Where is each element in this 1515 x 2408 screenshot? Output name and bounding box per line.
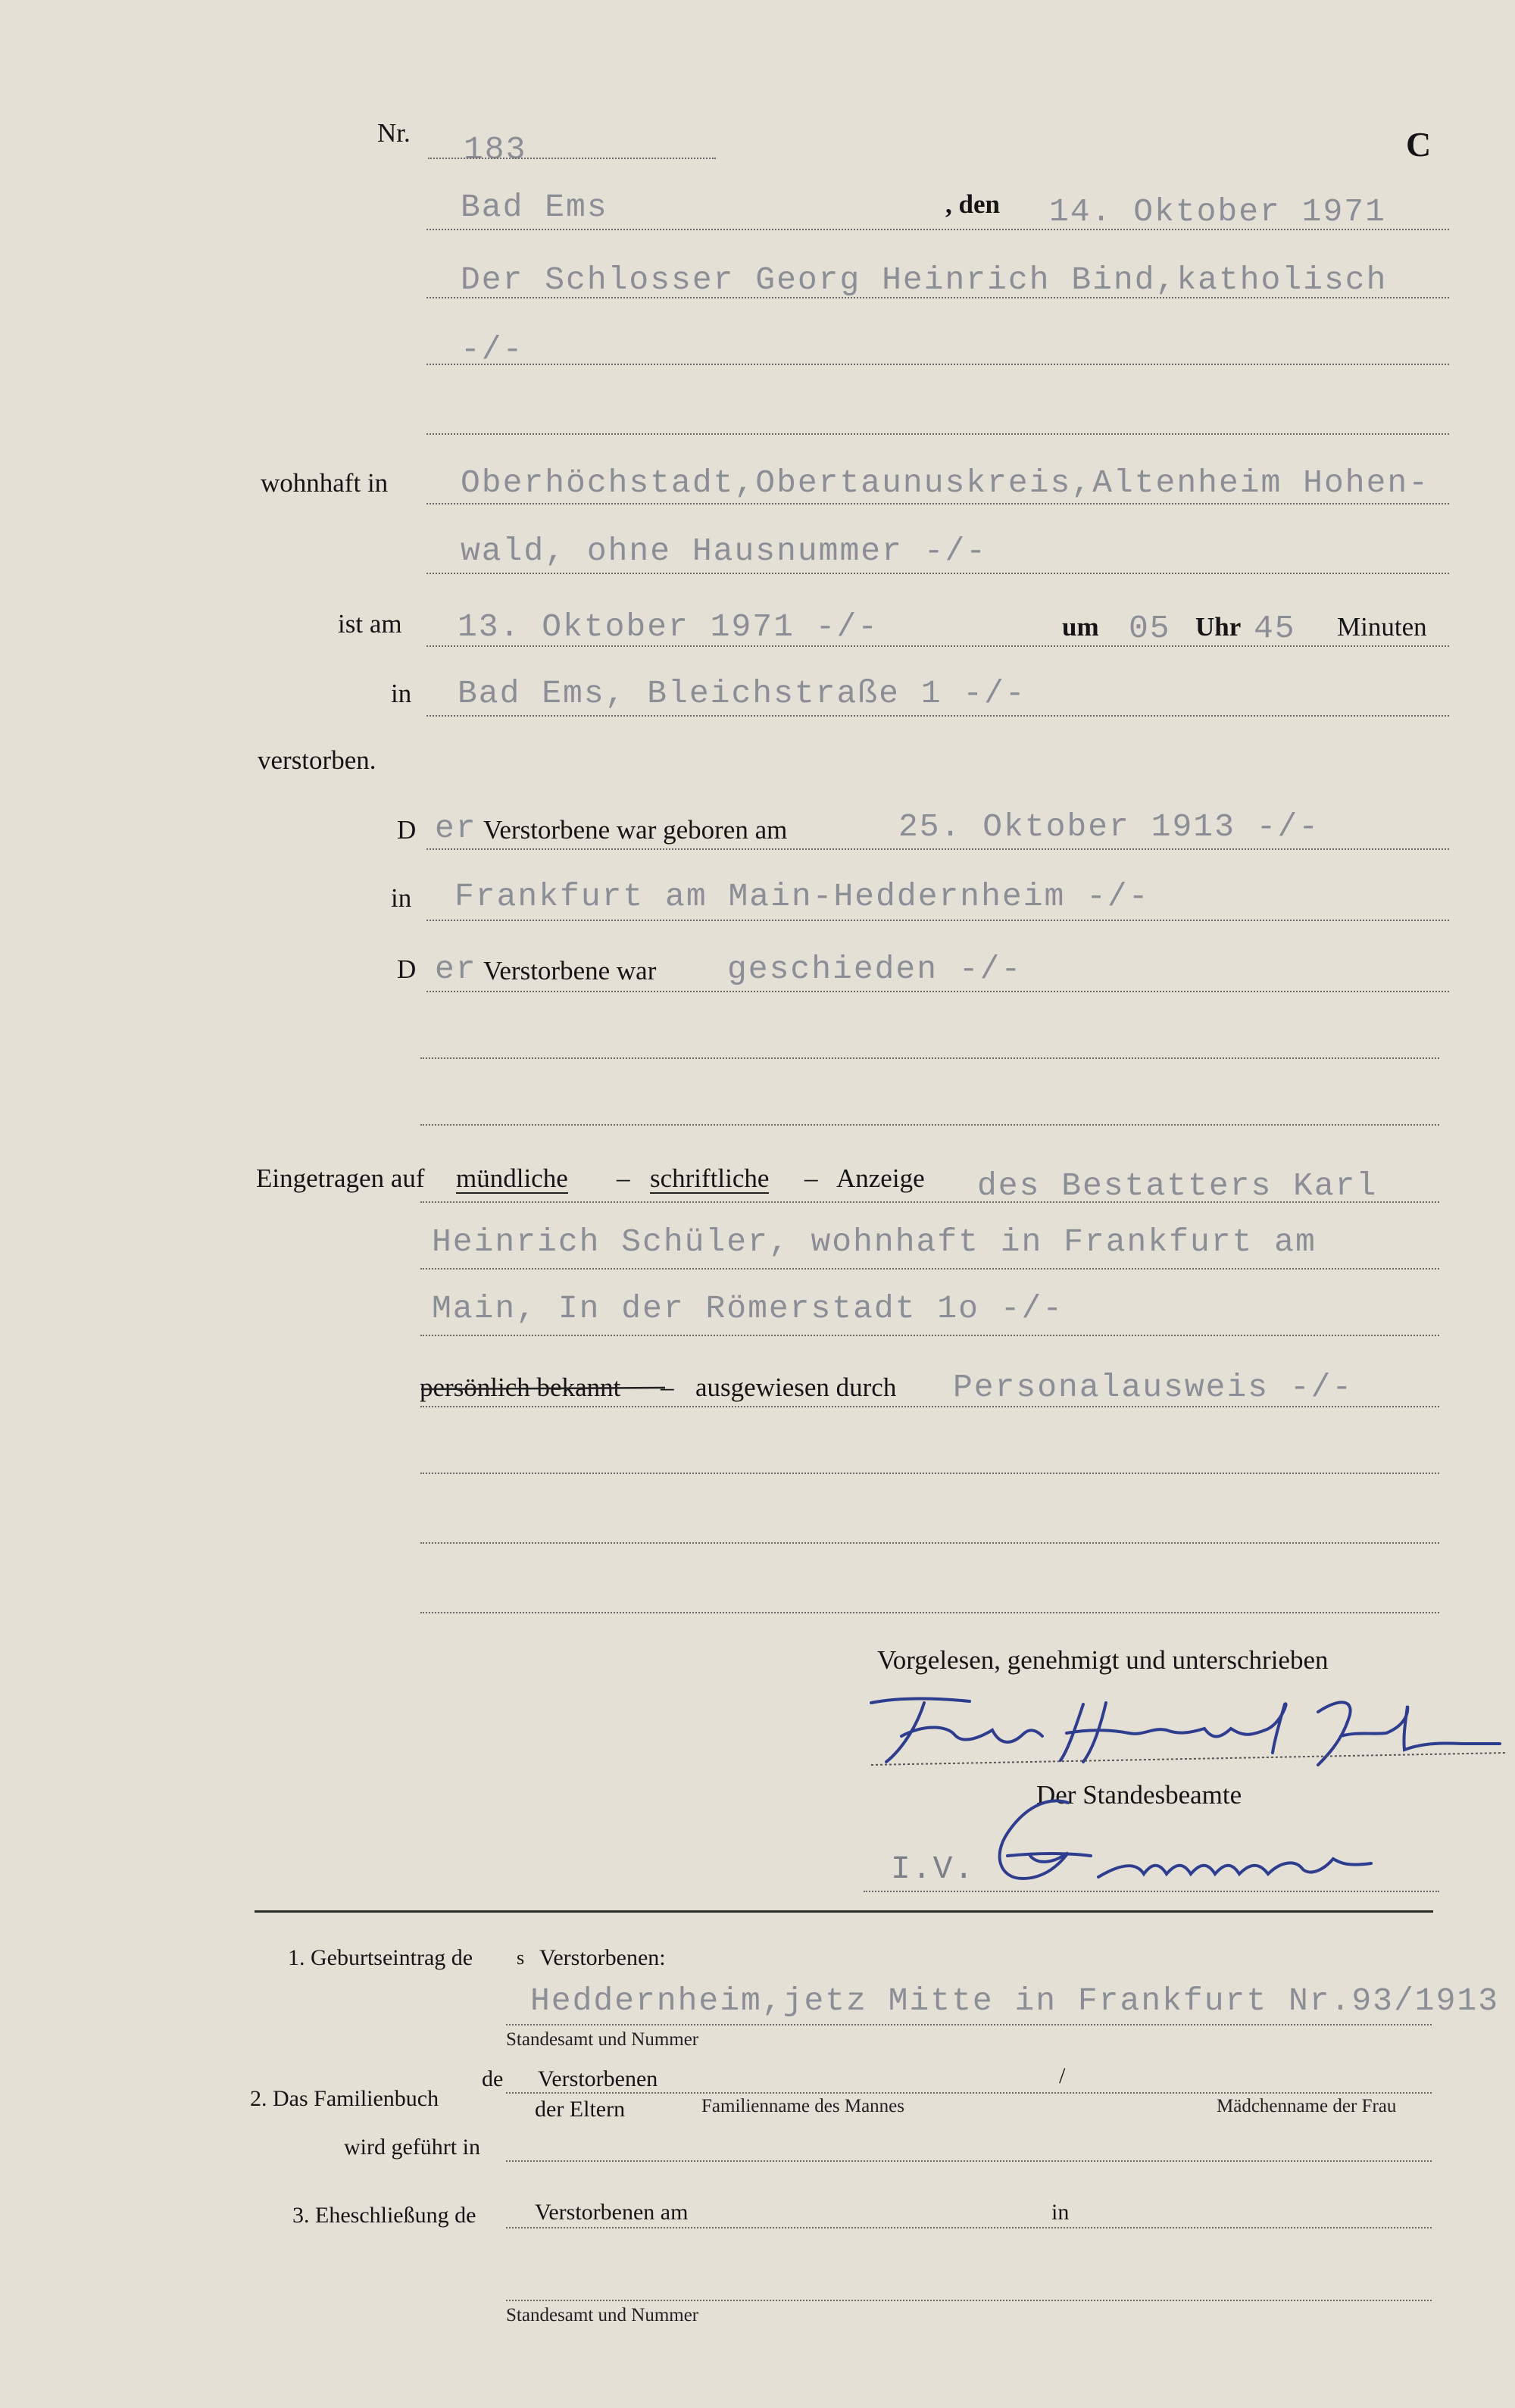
informant-line-1: des Bestatters Karl	[977, 1167, 1378, 1204]
wird-gefuehrt-label: wird geführt in	[344, 2135, 480, 2160]
dash-2: –	[804, 1163, 818, 1193]
person-line-2: -/-	[461, 331, 524, 368]
standesamt-nr-1: Standesamt und Nummer	[506, 2029, 699, 2050]
item2-slash: /	[1059, 2063, 1066, 2088]
residence-rule-1	[426, 503, 1449, 504]
status-er: er	[435, 951, 477, 988]
item3-verstorbenen: Verstorbenen am	[535, 2200, 689, 2225]
status-rule	[426, 991, 1449, 992]
death-date: 13. Oktober 1971 -/-	[458, 608, 879, 645]
den-label: , den	[945, 189, 1000, 219]
death-minutes: 45	[1254, 610, 1296, 647]
birth-date-rule	[426, 848, 1449, 850]
anzeige-label: Anzeige	[836, 1163, 925, 1193]
iv-label: I.V.	[891, 1851, 976, 1888]
informant-line-2: Heinrich Schüler, wohnhaft in Frankfurt am	[432, 1223, 1317, 1260]
death-place: Bad Ems, Bleichstraße 1 -/-	[458, 675, 1026, 712]
born-label: Verstorbene war geboren am	[483, 815, 788, 845]
residence-line-1: Oberhöchstadt,Obertaunuskreis,Altenheim Hohen-	[461, 464, 1429, 501]
muendliche-label: mündliche	[456, 1163, 568, 1193]
familienname-mannes: Familienname des Mannes	[701, 2096, 904, 2116]
item2-eltern: der Eltern	[535, 2097, 626, 2122]
birth-in-label: in	[391, 883, 412, 913]
birth-entry: Heddernheim,jetz Mitte in Frankfurt Nr.93/1913	[530, 1982, 1499, 2019]
birth-entry-rule	[506, 2024, 1432, 2025]
schriftliche-label: schriftliche	[650, 1163, 770, 1193]
item2-rule	[506, 2092, 1432, 2094]
wohnhaft-label: wohnhaft in	[261, 468, 389, 498]
blank-rule-4	[420, 1542, 1439, 1544]
eingetragen-label: Eingetragen auf	[256, 1163, 425, 1193]
blank-rule-2	[420, 1124, 1439, 1126]
item1-label: 1. Geburtseintrag de	[288, 1945, 473, 1970]
ausgewiesen-label: ausgewiesen durch	[695, 1373, 897, 1402]
register-number: 183	[464, 131, 527, 168]
person-line-1: Der Schlosser Georg Heinrich Bind,katholisch	[461, 261, 1388, 298]
nr-label: Nr.	[377, 118, 411, 148]
dash-1: –	[617, 1163, 630, 1193]
person-line-2-rule	[426, 364, 1449, 365]
place-line	[426, 229, 1449, 230]
item3-in: in	[1051, 2200, 1070, 2225]
death-place-rule	[426, 715, 1449, 717]
minuten-label: Minuten	[1337, 612, 1427, 642]
item3-rule-2	[506, 2300, 1432, 2301]
item1-label-2: Verstorbenen:	[539, 1945, 666, 1970]
standesamt-nr-2: Standesamt und Nummer	[506, 2305, 699, 2325]
death-in-label: in	[391, 679, 412, 708]
person-line-1-rule	[426, 297, 1449, 298]
informant-line-3: Main, In der Römerstadt 1o -/-	[432, 1290, 1064, 1327]
section-divider	[255, 1910, 1433, 1913]
um-label: um	[1062, 612, 1099, 642]
nr-line	[428, 158, 716, 159]
registrar-signature	[977, 1780, 1401, 1901]
id-rule	[420, 1406, 1439, 1407]
birth-place-rule	[426, 920, 1449, 921]
vorgelesen-text: Vorgelesen, genehmigt und unterschrieben	[877, 1645, 1329, 1675]
informant-signature	[856, 1689, 1507, 1780]
form-letter: C	[1406, 125, 1432, 164]
death-hour: 05	[1129, 610, 1171, 647]
standesbeamte-label: Der Standesbeamte	[1036, 1780, 1242, 1810]
wird-gefuehrt-rule	[506, 2160, 1432, 2162]
item1-s: s	[517, 1947, 525, 1969]
item2-verstorbenen: Verstorbenen	[538, 2066, 658, 2091]
uhr-label: Uhr	[1195, 612, 1242, 642]
item2-de: de	[482, 2066, 504, 2091]
istam-label: ist am	[338, 609, 402, 639]
verstorben-label: verstorben.	[258, 745, 376, 775]
death-date-rule	[426, 645, 1449, 647]
registrar-rule	[864, 1891, 1439, 1892]
residence-line-2: wald, ohne Hausnummer -/-	[461, 533, 988, 570]
bekannt-dash: –	[661, 1373, 674, 1402]
born-d: D	[397, 815, 417, 845]
place-value: Bad Ems	[461, 189, 608, 226]
informant-rule-3	[420, 1335, 1439, 1336]
status-d: D	[397, 954, 417, 984]
status-label: Verstorbene war	[483, 956, 657, 985]
id-document: Personalausweis -/-	[953, 1369, 1354, 1406]
item2-label: 2. Das Familienbuch	[250, 2086, 439, 2111]
bekannt-label: persönlich bekannt	[420, 1373, 621, 1402]
item3-label: 3. Eheschließung de	[292, 2203, 476, 2228]
birth-date: 25. Oktober 1913 -/-	[898, 808, 1320, 845]
blank-line	[426, 433, 1449, 435]
blank-rule-5	[420, 1612, 1439, 1613]
blank-rule-1	[420, 1057, 1439, 1059]
entry-date: 14. Oktober 1971	[1049, 193, 1386, 230]
blank-rule-3	[420, 1473, 1439, 1474]
informant-rule-1	[420, 1201, 1439, 1203]
birth-place: Frankfurt am Main-Heddernheim -/-	[454, 878, 1150, 915]
residence-rule-2	[426, 573, 1449, 574]
marital-status: geschieden -/-	[727, 951, 1023, 988]
informant-rule-2	[420, 1268, 1439, 1270]
born-er: er	[435, 810, 477, 847]
maedchenname-frau: Mädchenname der Frau	[1217, 2096, 1397, 2116]
item3-rule	[506, 2227, 1432, 2228]
bekannt-strikethrough	[420, 1380, 670, 1395]
